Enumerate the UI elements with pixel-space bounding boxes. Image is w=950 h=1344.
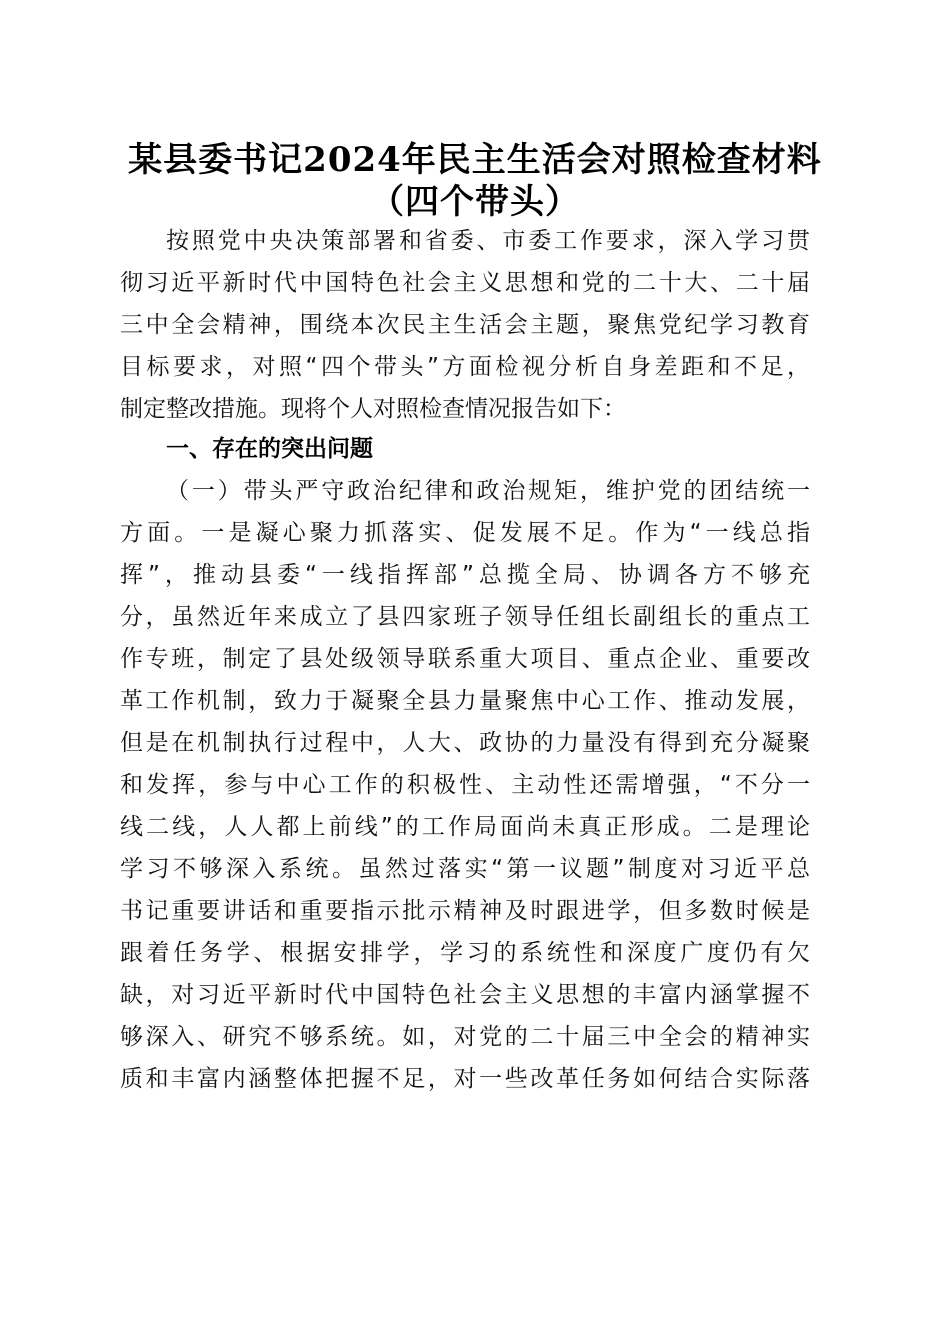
paragraph-line: 跟着任务学、根据安排学，学习的系统性和深度广度仍有欠 <box>120 940 810 966</box>
paragraph-line: 书记重要讲话和重要指示批示精神及时跟进学，但多数时候是 <box>120 898 810 924</box>
paragraph-line: 线二线，人人都上前线”的工作局面尚未真正形成。二是理论 <box>120 814 810 840</box>
paragraph-line: （一）带头严守政治纪律和政治规矩，维护党的团结统一 <box>166 478 810 504</box>
paragraph-line: 挥”，推动县委“一线指挥部”总揽全局、协调各方不够充 <box>120 562 810 588</box>
paragraph-line: 按照党中央决策部署和省委、市委工作要求，深入学习贯 <box>166 228 810 254</box>
paragraph-line: 缺，对习近平新时代中国特色社会主义思想的丰富内涵掌握不 <box>120 982 810 1008</box>
paragraph-line: 作专班，制定了县处级领导联系重大项目、重点企业、重要改 <box>120 646 810 672</box>
paragraph-line: 够深入、研究不够系统。如，对党的二十届三中全会的精神实 <box>120 1024 810 1050</box>
paragraph-line: 目标要求，对照“四个带头”方面检视分析自身差距和不足， <box>120 354 810 380</box>
paragraph-line: 但是在机制执行过程中，人大、政协的力量没有得到充分凝聚 <box>120 730 810 756</box>
document-subtitle: （四个带头） <box>370 182 580 222</box>
paragraph-line: 彻习近平新时代中国特色社会主义思想和党的二十大、二十届 <box>120 270 810 296</box>
paragraph-line: 制定整改措施。现将个人对照检查情况报告如下： <box>120 396 626 422</box>
paragraph-line: 三中全会精神，围绕本次民主生活会主题，聚焦党纪学习教育 <box>120 312 810 338</box>
paragraph-line: 学习不够深入系统。虽然过落实“第一议题”制度对习近平总 <box>120 856 810 882</box>
document-title: 某县委书记2024年民主生活会对照检查材料 <box>128 140 822 180</box>
paragraph-line: 革工作机制，致力于凝聚全县力量聚焦中心工作、推动发展， <box>120 688 810 714</box>
section-heading: 一、存在的突出问题 <box>166 436 373 462</box>
paragraph-line: 方面。一是凝心聚力抓落实、促发展不足。作为“一线总指 <box>120 520 810 546</box>
paragraph-line: 分，虽然近年来成立了县四家班子领导任组长副组长的重点工 <box>120 604 810 630</box>
paragraph-line: 和发挥，参与中心工作的积极性、主动性还需增强，“不分一 <box>120 772 810 798</box>
paragraph-line: 质和丰富内涵整体把握不足，对一些改革任务如何结合实际落 <box>120 1066 810 1092</box>
